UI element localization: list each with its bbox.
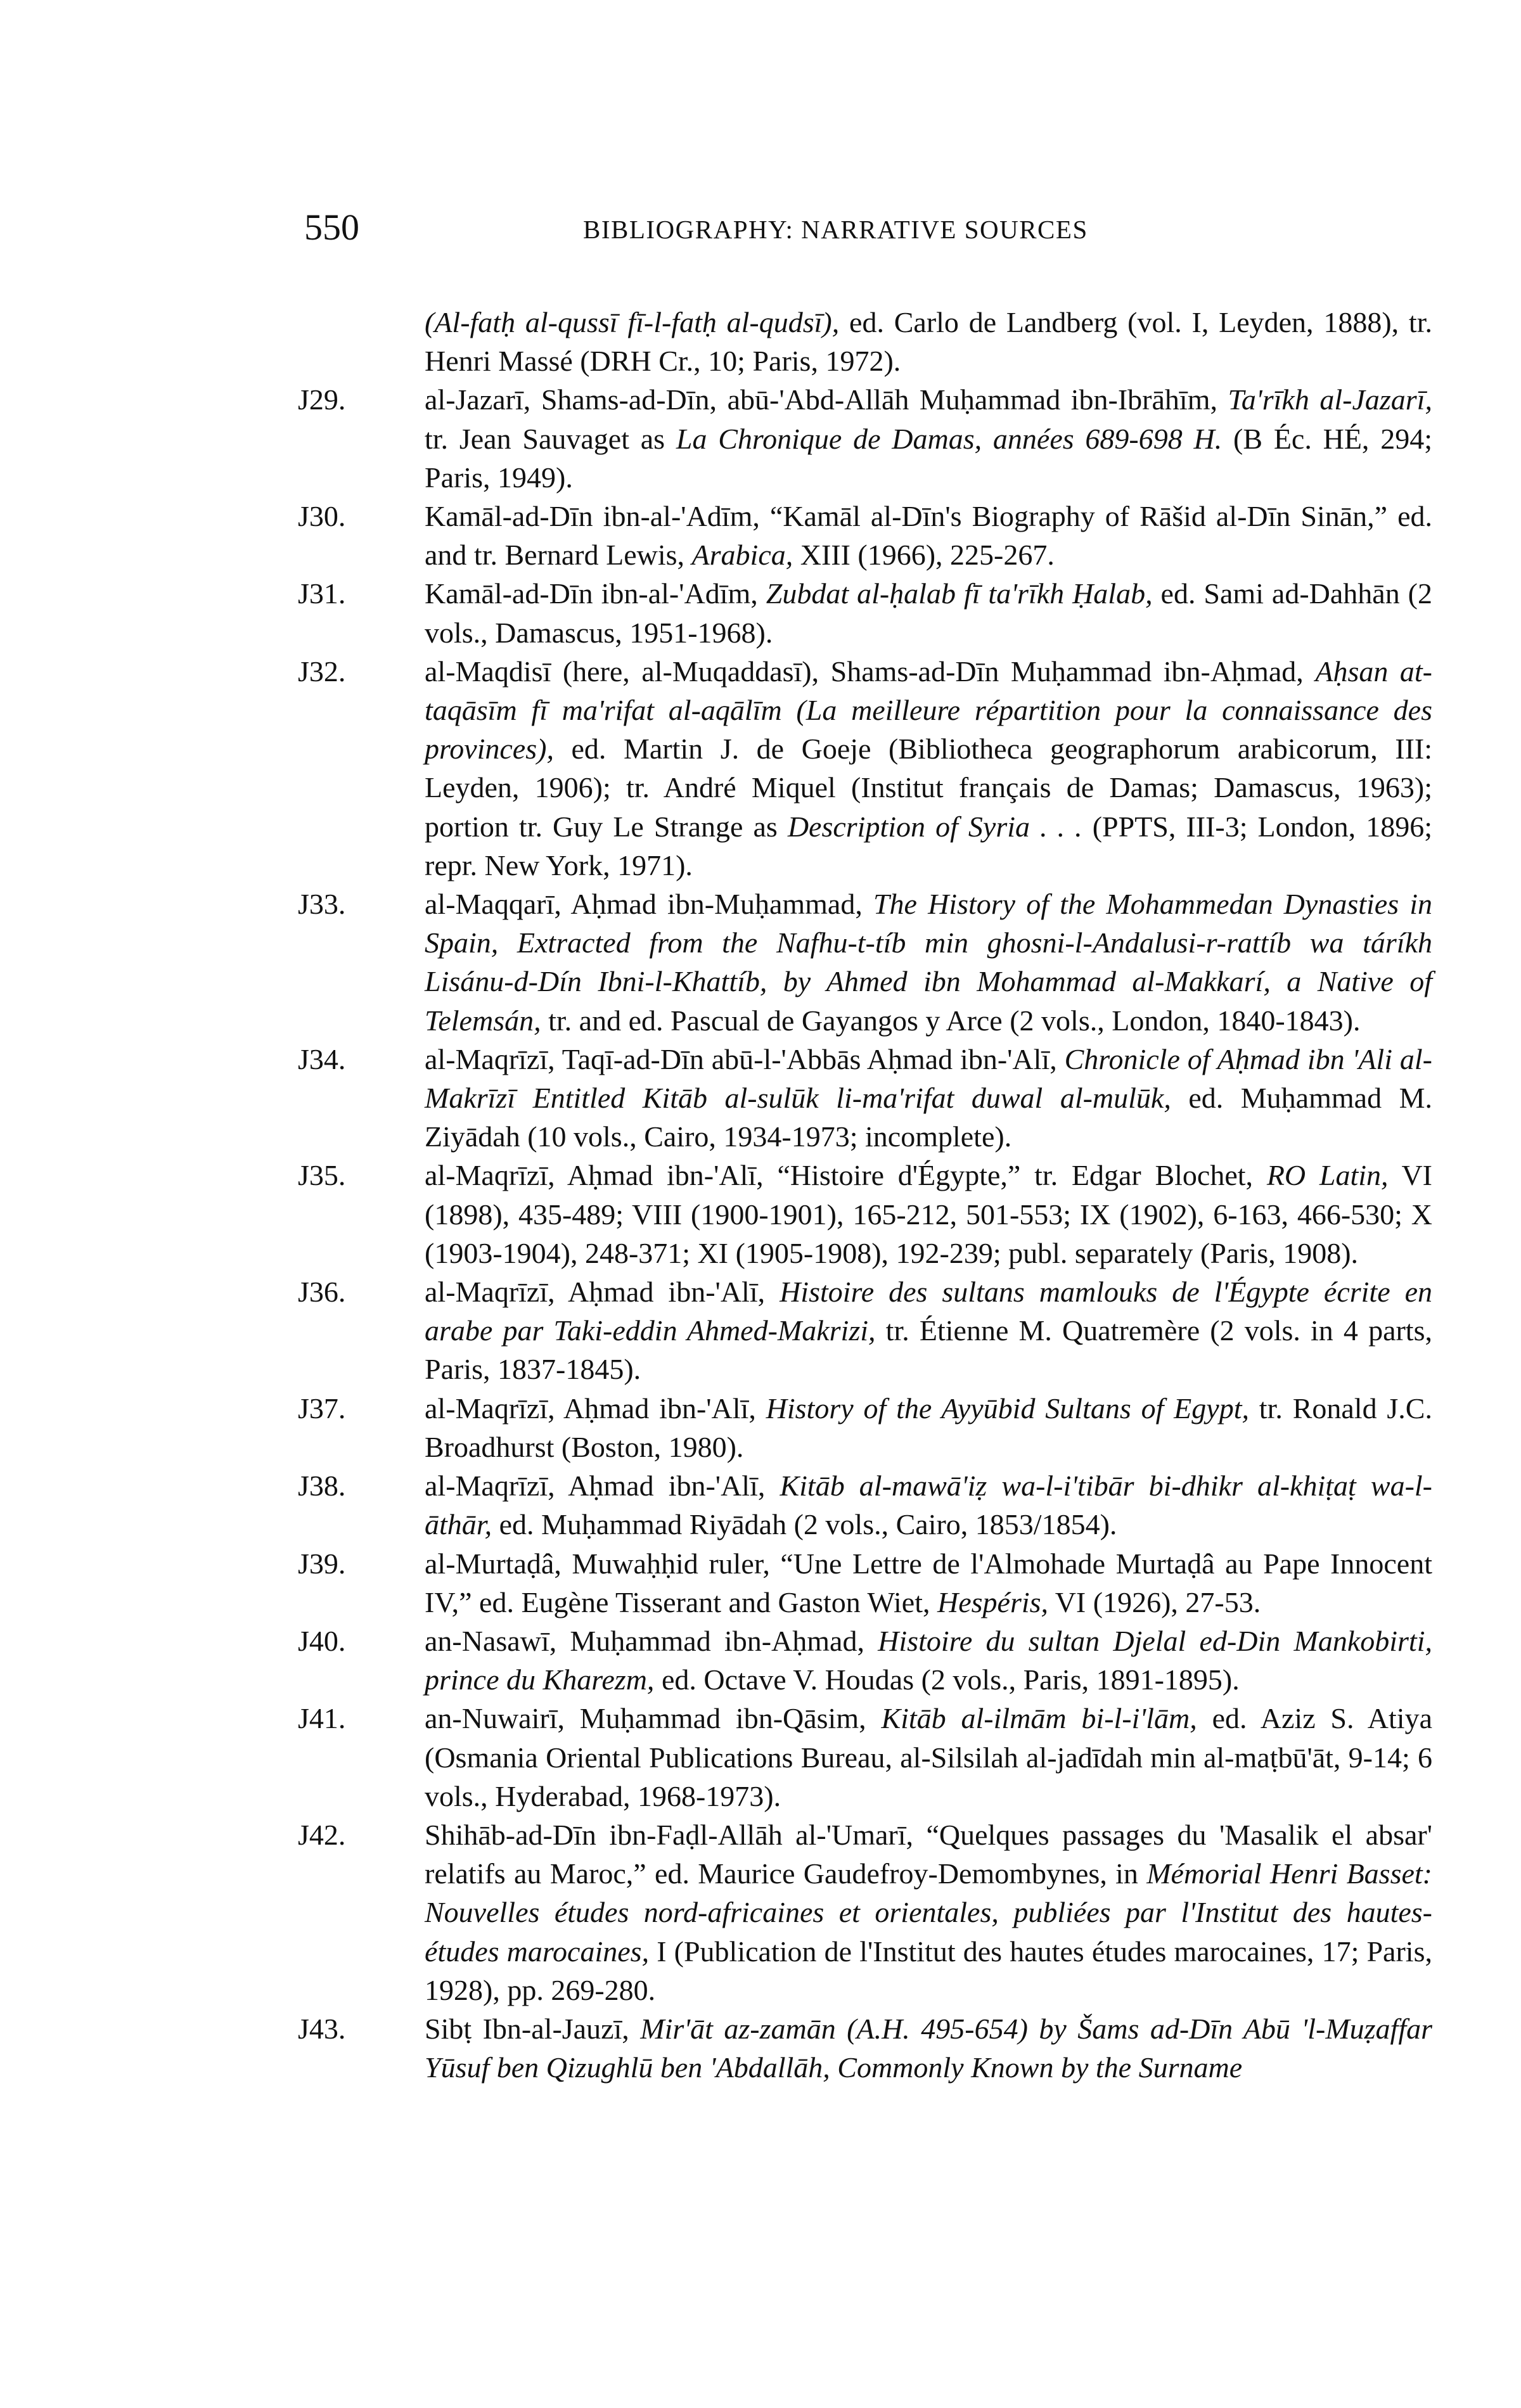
entry-title-italic: Histoire des sultans mamlouks de l'Égypte écrite en arabe par Taki-eddin Ahmed-Makrizi, [425, 1276, 1432, 1347]
entry-number: J30. [298, 500, 346, 533]
entry-title-italic: RO Latin, [1266, 1159, 1389, 1192]
entry-text: al-Maqrīzī, Aḥmad ibn-'Alī, “Histoire d'Égypte,” tr. Edgar Blochet, [425, 1159, 1267, 1192]
entry-text: ed. Octave V. Houdas (2 vols., Paris, 1891-1895). [654, 1663, 1240, 1696]
entry-title-italic: History of the Ayyūbid Sultans of Egypt, [766, 1392, 1249, 1425]
entry-text: al-Jazarī, Shams-ad-Dīn, abū-'Abd-Allāh Muḥammad ibn-Ibrāhīm, [425, 383, 1228, 416]
entry-number: J29. [298, 383, 346, 416]
entry-text: al-Maqrīzī, Aḥmad ibn-'Alī, [425, 1470, 780, 1502]
entry-number: J40. [298, 1624, 346, 1657]
bibliography-entry [298, 1466, 1432, 1544]
entry-text: (B Éc. HÉ, 294; Paris, 1949). [425, 422, 1432, 494]
entry-text: al-Maqqarī, Aḥmad ibn-Muḥammad, [425, 888, 873, 921]
bibliography-entry [298, 1699, 1432, 1816]
entry-text: tr. Ronald J.C. Broadhurst (Boston, 1980). [425, 1392, 1432, 1463]
bibliography-entry [298, 652, 1432, 885]
entry-title-italic: Kitāb al-ilmām bi-l-i'lām, [881, 1702, 1197, 1735]
entry-title-italic: Mir'āt az-zamān (A.H. 495-654) by Šams ad-Dīn Abū 'l-Muẓaffar Yūsuf ben Qizughlū ben 'Abdallāh, Commonly Known by the Surname [425, 2012, 1433, 2084]
entry-number: J41. [298, 1702, 346, 1735]
entry-text: ed. Sami ad-Dahhān (2 vols., Damascus, 1951-1968). [425, 577, 1432, 649]
entry-text: tr. Étienne M. Quatremère (2 vols. in 4 parts, Paris, 1837-1845). [425, 1314, 1432, 1386]
entry-title-italic: Kitāb al-mawā'iẓ wa-l-i'tibār bi-dhikr al-khiṭaṭ wa-l-āthār, [425, 1470, 1432, 1541]
entry-text: (PPTS, III-3; London, 1896; repr. New York, 1971). [425, 810, 1432, 881]
bibliography-entry [298, 1156, 1432, 1272]
entry-title-italic: Histoire du sultan Djelal ed-Din Mankobirti, prince du Kharezm, [425, 1624, 1432, 1696]
bibliography-entry [298, 1040, 1432, 1156]
entry-number: J38. [298, 1470, 346, 1502]
entry-number: J42. [298, 1818, 346, 1851]
entry-text: ed. Muḥammad M. Ziyādah (10 vols., Cairo, 1934-1973; incomplete). [425, 1082, 1432, 1153]
entry-title-italic: Chronicle of Aḥmad ibn 'Ali al-Makrīzī Entitled Kitāb al-sulūk li-ma'rifat duwal al-mulūk, [425, 1042, 1432, 1115]
entry-text: VI (1926), 27-53. [1048, 1585, 1261, 1618]
entry-number: J35. [298, 1159, 346, 1192]
entry-number: J31. [298, 577, 346, 610]
bibliography-entry [368, 303, 1432, 380]
entry-title-italic: Arabica, [691, 539, 793, 572]
entry-title-italic: Zubdat al-ḥalab fī ta'rīkh Ḥalab, [766, 577, 1153, 610]
entry-title-italic: Ta'rīkh al-Jazarī, [1228, 383, 1432, 416]
entry-text: ed. Muḥammad Riyādah (2 vols., Cairo, 1853/1854). [492, 1508, 1117, 1541]
entry-number: J43. [298, 2012, 346, 2045]
entry-text: al-Maqrīzī, Aḥmad ibn-'Alī, [425, 1276, 780, 1309]
entry-title-italic: La Chronique de Damas, années 689-698 H. [676, 422, 1223, 455]
running-head: BIBLIOGRAPHY: NARRATIVE SOURCES [583, 215, 1088, 244]
entry-number: J34. [298, 1042, 346, 1075]
entry-text: tr. Jean Sauvaget as [425, 422, 676, 455]
entry-text: al-Maqrīzī, Aḥmad ibn-'Alī, [425, 1392, 766, 1425]
entry-text: an-Nuwairī, Muḥammad ibn-Qāsim, [425, 1702, 882, 1735]
entry-title-italic: Mémorial Henri Basset: Nouvelles études nord-africaines et orientales, publiées par l'Institut des hautes-études marocaines, [425, 1857, 1433, 1968]
bibliography-entry [298, 574, 1432, 651]
entry-text: ed. Martin J. de Goeje (Bibliotheca geographorum arabicorum, III: Leyden, 1906); tr. André Miquel (Institut français de Damas; Damascus, 1963); portion tr. Guy Le Strange as [425, 733, 1432, 843]
entry-title-italic: The History of the Mohammedan Dynasties in Spain, Extracted from the Nafhu-t-tíb min ghosni-l-Andalusi-r-rattíb wa táríkh Lisánu-d-Dín Ibni-l-Khattíb, by Ahmed ibn Mohammad al-Makkarí, a Native of Telemsán, [425, 888, 1432, 1037]
entry-title-italic: Hespéris, [937, 1585, 1049, 1618]
bibliography-list [298, 303, 1433, 2087]
entry-text: XIII (1966), 225-267. [793, 539, 1055, 572]
bibliography-entry [298, 1622, 1432, 1699]
entry-text: ed. Aziz S. Atiya (Osmania Oriental Publications Bureau, al-Silsilah al-jadīdah min al-maṭbū'āt, 9-14; 6 vols., Hyderabad, 1968-1973). [425, 1702, 1432, 1812]
entry-number: J36. [298, 1276, 346, 1309]
entry-text: I (Publication de l'Institut des hautes études marocaines, 17; Paris, 1928), pp. 269-280. [425, 1935, 1432, 2006]
entry-title-italic: Description of Syria . . . [787, 810, 1082, 843]
entry-text: al-Murtaḍâ, Muwaḥḥid ruler, “Une Lettre de l'Almohade Murtaḍâ au Pape Innocent IV,” ed. Eugène Tisserant and Gaston Wiet, [425, 1547, 1432, 1618]
entry-text: VI (1898), 435-489; VIII (1900-1901), 165-212, 501-553; IX (1902), 6-163, 466-530; X (1903-1904), 248-371; XI (1905-1908), 192-239; publ. separately (Paris, 1908). [425, 1159, 1432, 1269]
entry-number: J37. [298, 1392, 346, 1425]
entry-number: J39. [298, 1547, 346, 1580]
bibliography-entry [298, 885, 1432, 1040]
entry-text: Shihāb-ad-Dīn ibn-Faḍl-Allāh al-'Umarī, “Quelques passages du 'Masalik el absar' relatifs au Maroc,” ed. Maurice Gaudefroy-Demombynes, in [425, 1818, 1432, 1890]
entry-text: al-Maqrīzī, Taqī-ad-Dīn abū-l-'Abbās Aḥmad ibn-'Alī, [425, 1042, 1065, 1075]
entry-text: Kamāl-ad-Dīn ibn-al-'Adīm, “Kamāl al-Dīn's Biography of Rāšid al-Dīn Sinān,” ed. and tr. Bernard Lewis, [425, 500, 1432, 572]
bibliography-entry [298, 1389, 1432, 1466]
entry-number: J33. [298, 888, 346, 921]
entry-title-italic: Aḥsan at-taqāsīm fī ma'rifat al-aqālīm (La meilleure répartition pour la connaissance des provinces), [425, 655, 1432, 765]
entry-text: tr. and ed. Pascual de Gayangos y Arce (2 vols., London, 1840-1843). [541, 1004, 1361, 1037]
entry-title-italic: (Al-fatḥ al-qussī fī-l-fatḥ al-qudsī), [425, 306, 840, 338]
bibliography-entry [298, 1816, 1433, 2009]
entry-text: ed. Carlo de Landberg (vol. I, Leyden, 1888), tr. Henri Massé (DRH Cr., 10; Paris, 1972). [425, 306, 1432, 378]
entry-number: J32. [298, 655, 346, 688]
entry-text: al-Maqdisī (here, al-Muqaddasī), Shams-ad-Dīn Muḥammad ibn-Aḥmad, [425, 655, 1316, 688]
bibliography-entry [298, 497, 1432, 574]
entry-text: Kamāl-ad-Dīn ibn-al-'Adīm, [425, 577, 766, 610]
entry-text: Sibṭ Ibn-al-Jauzī, [425, 2012, 641, 2045]
bibliography-entry [298, 380, 1432, 497]
page-number: 550 [304, 207, 359, 248]
bibliography-entry [298, 1272, 1432, 1389]
bibliography-entry [298, 2009, 1433, 2087]
entry-text: an-Nasawī, Muḥammad ibn-Aḥmad, [425, 1624, 878, 1657]
bibliography-entry [298, 1544, 1432, 1622]
